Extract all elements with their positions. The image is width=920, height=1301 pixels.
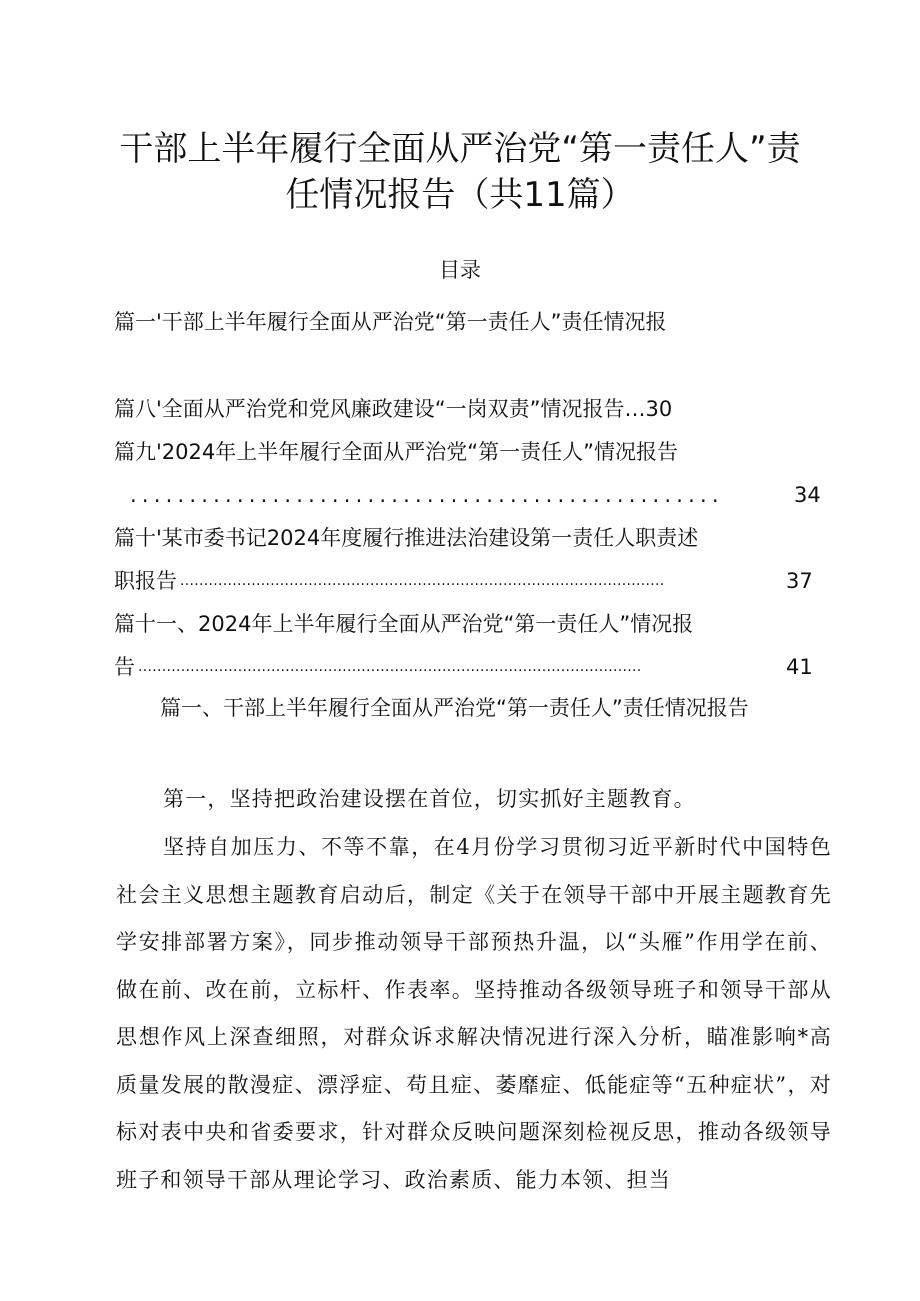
body-paragraph-1: 第一，坚持把政治建设摆在首位，切实抓好主题教育。 bbox=[163, 787, 696, 811]
toc-entry-10-continuation: 职报告 bbox=[114, 569, 177, 593]
toc-entry-11-leader: .......................................................................................................... bbox=[138, 659, 642, 675]
toc-entry-8[interactable]: 篇八'全面从严治党和党风廉政建设“一岗双责”情况报告…30 bbox=[114, 397, 673, 421]
toc-heading: 目录 bbox=[439, 258, 481, 282]
toc-entry-10-page: 37 bbox=[786, 569, 813, 593]
toc-entry-10[interactable]: 篇十'某市委书记2024年度履行推进法治建设第一责任人职责述 bbox=[114, 526, 699, 550]
document-title-line-1: 干部上半年履行全面从严治党“第一责任人”责 bbox=[119, 129, 801, 169]
section-heading: 篇一、干部上半年履行全面从严治党“第一责任人”责任情况报告 bbox=[160, 696, 749, 720]
toc-entry-9-leader: .................................................. bbox=[130, 483, 724, 507]
toc-entry-11-page: 41 bbox=[786, 655, 813, 679]
toc-entry-11[interactable]: 篇十一、2024年上半年履行全面从严治党“第一责任人”情况报 bbox=[114, 612, 694, 636]
toc-entry-1[interactable]: 篇一'干部上半年履行全面从严治党“第一责任人”责任情况报 bbox=[114, 310, 667, 334]
body-paragraph-2: 坚持自加压力、不等不靠，在4月份学习贯彻习近平新时代中国特色社会主义思想主题教育启动后，制定《关于在领导干部中开展主题教育先学安排部署方案》，同步推动领导干部预热升温，以“头雁”作用学在前、做在前、改在前，立标杆、作表率。坚持推动各级领导班子和领导干部从思想作风上深查细照，对群众诉求解决情况进行深入分析，瞄准影响*高质量发展的散漫症、漂浮症、苟且症、萎靡症、低能症等“五种症状”，对标对表中央和省委要求，针对群众反映问题深刻检视反思，推动各级领导班子和领导干部从理论学习、政治素质、能力本领、担当 bbox=[116, 835, 832, 1192]
toc-entry-9-page: 34 bbox=[794, 483, 821, 507]
toc-entry-11-continuation: 告 bbox=[114, 655, 135, 679]
toc-entry-10-leader: ...................................................................................................... bbox=[180, 573, 665, 589]
toc-entry-9[interactable]: 篇九'2024年上半年履行全面从严治党“第一责任人”情况报告 bbox=[114, 440, 678, 464]
document-title-line-2: 任情况报告（共11篇） bbox=[285, 175, 635, 215]
